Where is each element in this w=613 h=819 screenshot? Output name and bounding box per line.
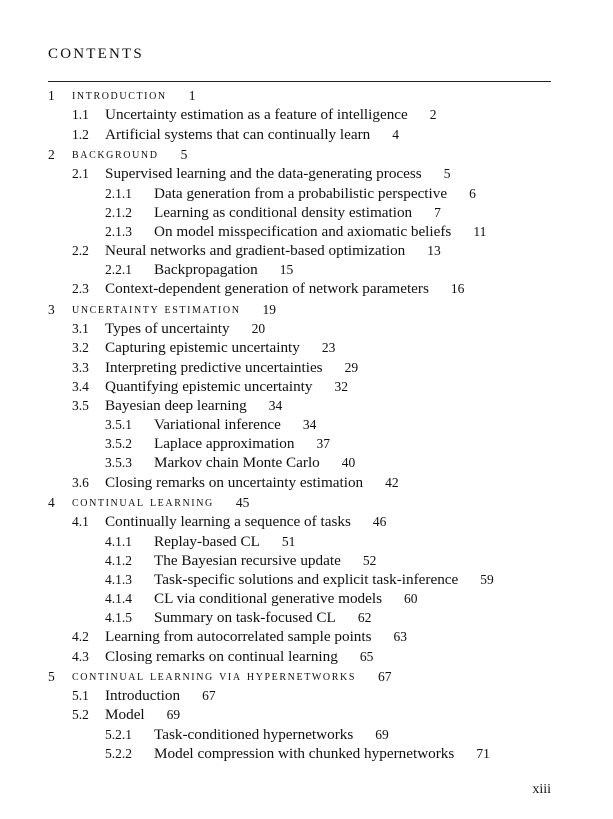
toc-chapter-entry[interactable] — [48, 493, 551, 512]
entry-page: 23 — [321, 340, 336, 356]
entry-title: Laplace approximation — [154, 435, 295, 453]
entry-title: Variational inference — [154, 416, 281, 434]
toc-section-entry[interactable] — [48, 627, 551, 646]
entry-page: 59 — [480, 571, 494, 587]
entry-page: 19 — [262, 301, 277, 317]
entry-page: 69 — [166, 707, 181, 723]
toc-subsection-entry[interactable] — [48, 744, 551, 763]
entry-title: Quantifying epistemic uncertainty — [105, 377, 313, 395]
toc-section-entry[interactable] — [48, 279, 551, 298]
entry-title: Closing remarks on continual learning — [105, 647, 338, 665]
entry-number: 4.1.3 — [105, 571, 132, 587]
entry-page: 51 — [281, 533, 296, 549]
entry-title: Markov chain Monte Carlo — [154, 454, 320, 472]
entry-title: On model misspecification and axiomatic beliefs — [154, 222, 452, 240]
entry-number: 5.2 — [72, 707, 89, 723]
entry-title: Interpreting predictive uncertainties — [105, 358, 323, 376]
entry-title: Uncertainty estimation as a feature of intelligence — [105, 106, 408, 124]
toc-subsection-entry[interactable] — [48, 222, 551, 241]
entry-title: Artificial systems that can continually learn — [105, 125, 371, 143]
toc-section-entry[interactable] — [48, 396, 551, 415]
toc-section-entry[interactable] — [48, 705, 551, 724]
entry-number: 3.5.3 — [105, 455, 132, 471]
toc-subsection-entry[interactable] — [48, 551, 551, 570]
entry-number: 5 — [48, 669, 55, 685]
entry-title: Summary on task-focused CL — [154, 609, 336, 627]
entry-number: 4.1 — [72, 514, 89, 530]
entry-page: 71 — [476, 745, 490, 761]
toc-subsection-entry[interactable] — [48, 203, 551, 222]
entry-page: 6 — [469, 185, 476, 201]
entry-page: 2 — [429, 107, 437, 123]
entry-title: Model compression with chunked hypernetworks — [154, 744, 455, 762]
toc-section-entry[interactable] — [48, 319, 551, 338]
toc-section-entry[interactable] — [48, 473, 551, 492]
toc-section-entry[interactable] — [48, 125, 551, 144]
entry-page: 60 — [404, 591, 418, 607]
entry-title: background — [72, 146, 159, 163]
entry-page: 11 — [473, 223, 487, 239]
toc-chapter-entry[interactable] — [48, 86, 551, 105]
entry-title: Learning as conditional density estimation — [154, 203, 413, 221]
entry-page: 5 — [443, 166, 451, 182]
toc-section-entry[interactable] — [48, 358, 551, 377]
toc-subsection-entry[interactable] — [48, 415, 551, 434]
entry-title: Task-specific solutions and explicit task-inference — [154, 570, 459, 588]
toc-subsection-entry[interactable] — [48, 434, 551, 453]
toc-subsection-entry[interactable] — [48, 532, 551, 551]
toc-subsection-entry[interactable] — [48, 260, 551, 279]
entry-title: continual learning via hypernetworks — [72, 668, 357, 685]
divider — [48, 81, 551, 82]
toc-subsection-entry[interactable] — [48, 608, 551, 627]
entry-number: 3.1 — [72, 321, 89, 337]
entry-page: 67 — [202, 688, 216, 704]
entry-title: Supervised learning and the data-generating process — [105, 165, 422, 183]
entry-title: Closing remarks on uncertainty estimation — [105, 473, 364, 491]
entry-page: 7 — [434, 204, 441, 220]
entry-page: 62 — [357, 610, 372, 626]
entry-page: 52 — [362, 552, 377, 568]
entry-title: Bayesian deep learning — [105, 396, 247, 414]
entry-number: 5.2.2 — [105, 745, 132, 761]
toc-subsection-entry[interactable] — [48, 453, 551, 472]
toc-section-entry[interactable] — [48, 512, 551, 531]
entry-page: 46 — [372, 514, 387, 530]
entry-number: 2.1 — [72, 166, 89, 182]
entry-title: Neural networks and gradient-based optimization — [105, 242, 406, 260]
entry-page: 42 — [385, 474, 399, 490]
entry-page: 1 — [188, 88, 196, 104]
entry-title: Continually learning a sequence of tasks — [105, 513, 351, 531]
entry-number: 3.6 — [72, 474, 89, 490]
entry-number: 4.3 — [72, 648, 89, 664]
entry-number: 5.2.1 — [105, 726, 132, 742]
entry-title: Model — [105, 706, 145, 724]
entry-number: 3 — [48, 301, 55, 317]
entry-title: Context-dependent generation of network parameters — [105, 280, 429, 298]
table-of-contents — [48, 85, 551, 763]
entry-page: 20 — [251, 321, 266, 337]
toc-chapter-entry[interactable] — [48, 300, 551, 319]
entry-number: 4.2 — [72, 629, 89, 645]
toc-subsection-entry[interactable] — [48, 589, 551, 608]
entry-page: 65 — [359, 648, 374, 664]
entry-number: 1.1 — [72, 107, 89, 123]
toc-chapter-entry[interactable] — [48, 145, 551, 164]
entry-number: 4 — [48, 495, 55, 511]
entry-number: 2.1.1 — [105, 185, 132, 201]
entry-number: 4.1.2 — [105, 552, 132, 568]
toc-subsection-entry[interactable] — [48, 184, 551, 203]
entry-page: 63 — [393, 629, 408, 645]
entry-number: 4.1.4 — [105, 591, 132, 607]
entry-number: 1.2 — [72, 126, 89, 142]
entry-page: 37 — [316, 436, 330, 452]
toc-section-entry[interactable] — [48, 647, 551, 666]
entry-title: Types of uncertainty — [105, 320, 230, 338]
entry-number: 3.5.1 — [105, 417, 132, 433]
entry-number: 3.2 — [72, 340, 89, 356]
entry-page: 34 — [268, 397, 283, 413]
entry-page: 16 — [450, 281, 465, 297]
entry-number: 2.3 — [72, 281, 89, 297]
entry-number: 2.2.1 — [105, 262, 132, 278]
toc-section-entry[interactable] — [48, 377, 551, 396]
entry-number: 5.1 — [72, 688, 89, 704]
entry-title: The Bayesian recursive update — [154, 551, 341, 569]
entry-number: 3.4 — [72, 378, 89, 394]
page-title: CONTENTS — [48, 46, 144, 62]
entry-title: uncertainty estimation — [72, 300, 241, 317]
entry-page: 29 — [344, 359, 359, 375]
entry-page: 15 — [279, 262, 294, 278]
entry-title: Data generation from a probabilistic perspective — [154, 184, 448, 202]
entry-number: 2.1.2 — [105, 204, 132, 220]
toc-subsection-entry[interactable] — [48, 570, 551, 589]
page-number: xiii — [532, 782, 551, 797]
entry-number: 4.1.5 — [105, 610, 132, 626]
toc-section-entry[interactable] — [48, 241, 551, 260]
entry-title: continual learning — [72, 494, 214, 511]
entry-page: 69 — [375, 726, 389, 742]
entry-page: 4 — [392, 126, 400, 142]
entry-page: 32 — [334, 378, 349, 394]
entry-number: 3.5.2 — [105, 436, 132, 452]
entry-title: Task-conditioned hypernetworks — [154, 725, 354, 743]
toc-chapter-entry[interactable] — [48, 667, 551, 686]
entry-title: Capturing epistemic uncertainty — [105, 339, 300, 357]
entry-title: Learning from autocorrelated sample points — [105, 628, 372, 646]
entry-title: Replay-based CL — [154, 532, 260, 550]
toc-subsection-entry[interactable] — [48, 725, 551, 744]
entry-number: 2.1.3 — [105, 223, 132, 239]
toc-section-entry[interactable] — [48, 164, 551, 183]
toc-section-entry[interactable] — [48, 338, 551, 357]
entry-number: 1 — [48, 88, 55, 104]
entry-page: 45 — [235, 495, 250, 511]
entry-number: 2.2 — [72, 243, 89, 259]
entry-title: CL via conditional generative models — [154, 590, 383, 608]
entry-title: Backpropagation — [154, 261, 258, 279]
entry-page: 40 — [341, 455, 356, 471]
entry-number: 2 — [48, 147, 55, 163]
entry-number: 4.1.1 — [105, 533, 132, 549]
entry-page: 34 — [302, 417, 317, 433]
entry-number: 3.5 — [72, 397, 89, 413]
entry-page: 5 — [180, 147, 188, 163]
entry-title: Introduction — [105, 687, 181, 705]
toc-section-entry[interactable] — [48, 105, 551, 124]
entry-title: introduction — [72, 87, 167, 104]
entry-page: 67 — [378, 669, 392, 685]
entry-number: 3.3 — [72, 359, 89, 375]
toc-section-entry[interactable] — [48, 686, 551, 705]
entry-page: 13 — [427, 243, 441, 259]
